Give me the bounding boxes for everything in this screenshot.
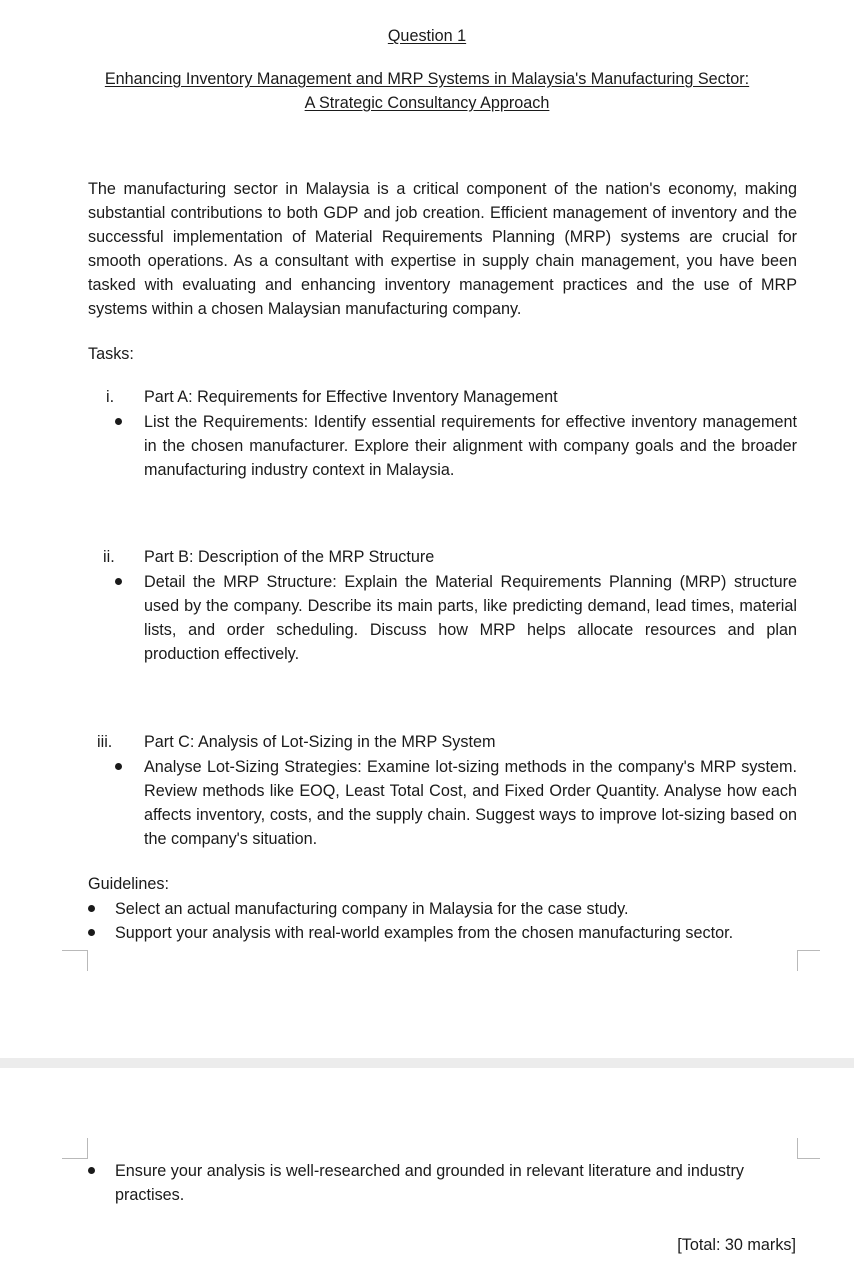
margin-corner-mark bbox=[797, 950, 820, 971]
bullet-icon bbox=[115, 418, 122, 425]
margin-corner-mark bbox=[62, 1138, 88, 1159]
task-bullet-text: Detail the MRP Structure: Explain the Material Requirements Planning (MRP) structure used by the company. Describe its main parts, like predicting demand, lead times, material lists, and order scheduling. Discuss how MRP helps allocate resources and plan production effectively. bbox=[144, 573, 797, 663]
task-numeral: i. bbox=[106, 388, 115, 406]
total-marks: [Total: 30 marks] bbox=[677, 1236, 796, 1254]
task-numeral: iii. bbox=[97, 733, 113, 751]
intro-paragraph: The manufacturing sector in Malaysia is a critical component of the nation's economy, making substantial contributions to both GDP and job creation. Efficient management of inventory and the successful implementation of Material Requirements Planning (MRP) systems are crucial for smooth operations. As a consultant with expertise in supply chain management, you have been tasked with evaluating and enhancing inventory management practices and the use of MRP systems within a chosen Malaysian manufacturing company. bbox=[88, 180, 797, 318]
bullet-icon bbox=[115, 763, 122, 770]
bullet-icon bbox=[115, 578, 122, 585]
task-title: Part C: Analysis of Lot-Sizing in the MRP System bbox=[144, 733, 496, 751]
task-bullet-text: Analyse Lot-Sizing Strategies: Examine lot-sizing methods in the company's MRP system. Review methods like EOQ, Least Total Cost, and Fixed Order Quantity. Analyse how each affects inventory, costs, and the supply chain. Suggest ways to improve lot-sizing based on the company's situation. bbox=[144, 758, 797, 848]
task-title: Part B: Description of the MRP Structure bbox=[144, 548, 435, 566]
task-numeral: ii. bbox=[103, 548, 115, 566]
document-title-line-1: Enhancing Inventory Management and MRP Systems in Malaysia's Manufacturing Sector: bbox=[104, 70, 750, 88]
margin-corner-mark bbox=[797, 1138, 820, 1159]
bullet-icon bbox=[88, 1167, 95, 1174]
page-break bbox=[0, 1058, 854, 1068]
guideline-item: Ensure your analysis is well-researched and grounded in relevant literature and industry practises. bbox=[115, 1162, 744, 1204]
guidelines-heading: Guidelines: bbox=[88, 875, 169, 893]
task-bullet-text: List the Requirements: Identify essential requirements for effective inventory management in the chosen manufacturer. Explore their alignment with company goals and the broader manufacturing industry context in Malaysia. bbox=[144, 413, 797, 479]
question-number: Question 1 bbox=[387, 27, 467, 45]
bullet-icon bbox=[88, 929, 95, 936]
document-title-line-2: A Strategic Consultancy Approach bbox=[304, 94, 550, 112]
guideline-item: Select an actual manufacturing company in Malaysia for the case study. bbox=[115, 900, 629, 918]
guideline-item: Support your analysis with real-world examples from the chosen manufacturing sector. bbox=[115, 924, 734, 942]
bullet-icon bbox=[88, 905, 95, 912]
task-title: Part A: Requirements for Effective Inventory Management bbox=[144, 388, 558, 406]
tasks-heading: Tasks: bbox=[88, 345, 134, 363]
margin-corner-mark bbox=[62, 950, 88, 971]
